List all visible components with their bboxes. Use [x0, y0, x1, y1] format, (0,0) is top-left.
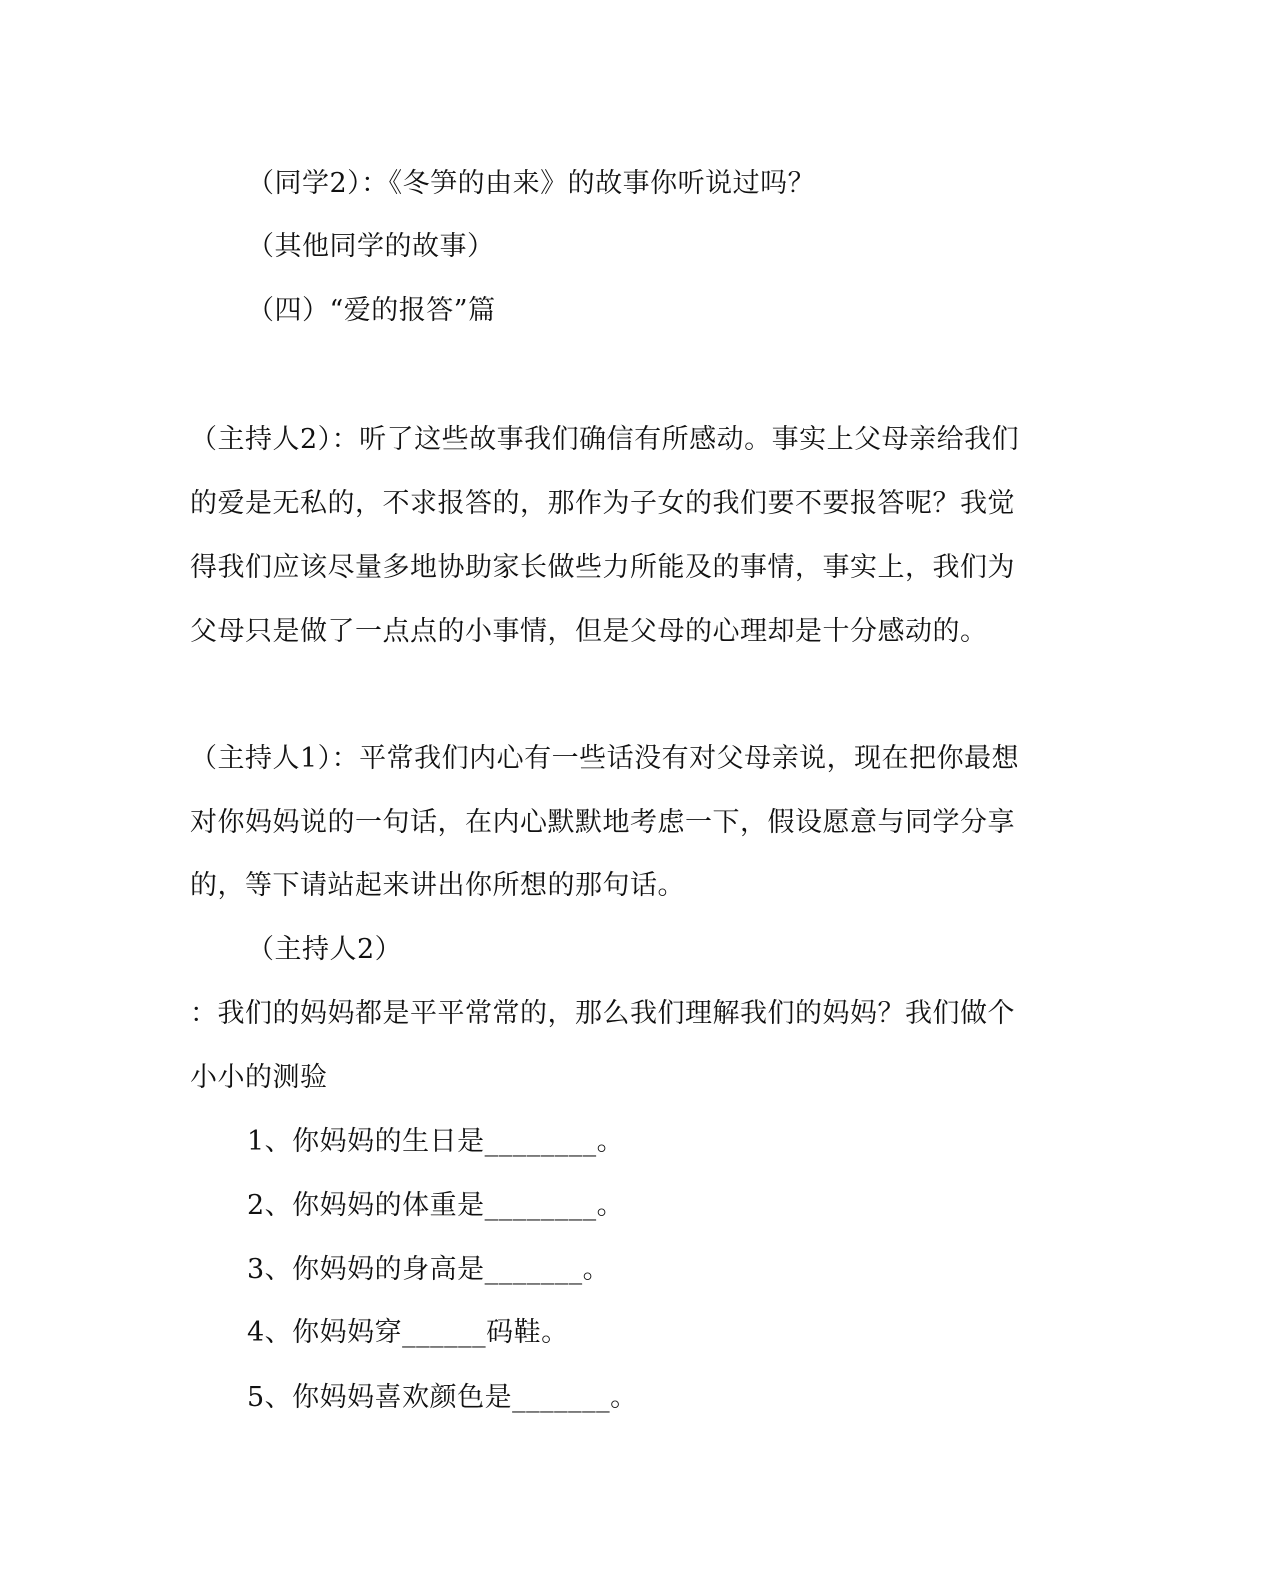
quiz-item: 5、你妈妈喜欢颜色是_______。: [247, 1382, 638, 1413]
paragraph-line: 对你妈妈说的一句话，在内心默默地考虑一下，假设愿意与同学分享: [190, 807, 1015, 838]
section-heading: （四）“爱的报答”篇: [247, 295, 496, 326]
speaker-label: （主持人2）: [247, 934, 403, 965]
dialogue-line: （同学2）：《冬笋的由来》的故事你听说过吗？: [247, 168, 816, 199]
paragraph-line: 小小的测验: [190, 1062, 328, 1093]
paragraph-line: ：我们的妈妈都是平平常常的，那么我们理解我们的妈妈？我们做个: [190, 998, 1015, 1029]
quiz-item: 1、你妈妈的生日是________。: [247, 1126, 625, 1157]
paragraph-line: 得我们应该尽量多地协助家长做些力所能及的事情，事实上，我们为: [190, 552, 1015, 583]
paragraph-line: 父母只是做了一点点的小事情，但是父母的心理却是十分感动的。: [190, 616, 988, 647]
quiz-item: 4、你妈妈穿______码鞋。: [247, 1317, 569, 1348]
paragraph-line: 的，等下请站起来讲出你所想的那句话。: [190, 870, 685, 901]
dialogue-line: （其他同学的故事）: [247, 231, 495, 262]
quiz-item: 3、你妈妈的身高是_______。: [247, 1254, 611, 1285]
quiz-item: 2、你妈妈的体重是________。: [247, 1190, 625, 1221]
paragraph-line: 的爱是无私的，不求报答的，那作为子女的我们要不要报答呢？我觉: [190, 488, 1015, 519]
paragraph-line: （主持人2）：听了这些故事我们确信有所感动。事实上父母亲给我们: [190, 424, 1020, 455]
paragraph-line: （主持人1）：平常我们内心有一些话没有对父母亲说，现在把你最想: [190, 743, 1020, 774]
